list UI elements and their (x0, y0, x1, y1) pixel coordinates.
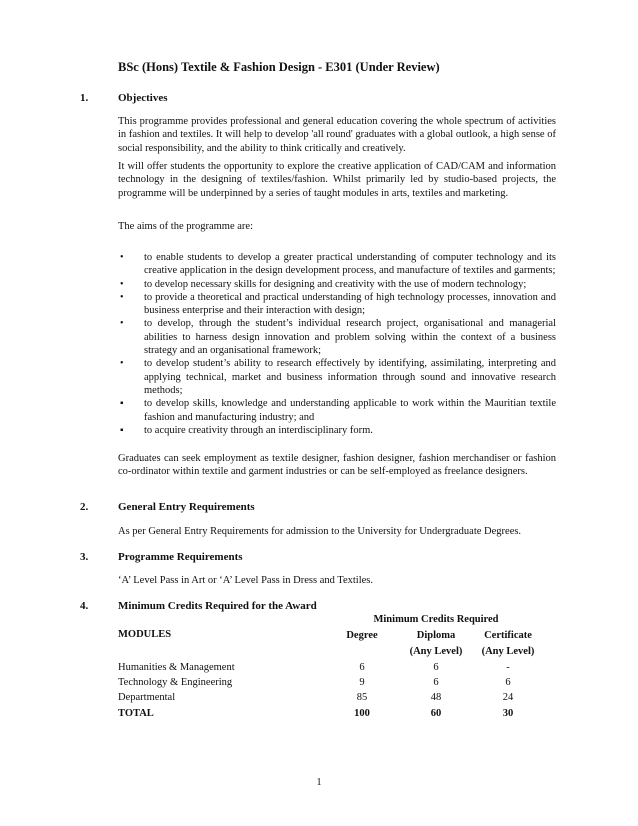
entry-requirements-text: As per General Entry Requirements for admission to the University for Undergraduate Degrees. (118, 526, 522, 537)
aim-item: • to develop, through the student’s individual research project, organisational and managerial abilities to harness design innovation and problem solving within the context of a business strategy and an organisational framework; (120, 318, 556, 357)
credits-table (118, 608, 558, 723)
row-diploma: 48 (430, 692, 442, 703)
certificate-header: Certificate (484, 630, 532, 641)
degree-header: Degree (346, 630, 378, 641)
aim-item: ▪ to develop skills, knowledge and understanding applicable to work within the Mauritian textile fashion and manufacturing industry; and (120, 398, 556, 423)
row-certificate: - (506, 662, 510, 673)
aims-list (118, 251, 556, 437)
total-diploma: 60 (430, 708, 442, 719)
row-degree: 9 (359, 677, 365, 688)
section-2-number: 2. (80, 501, 89, 513)
aim-item: • to enable students to develop a greater practical understanding of computer technology and its creative application in the design development process, and manufacture of textiles and garments; (120, 252, 556, 277)
aim-item: • to develop student’s ability to research effectively by identifying, assimilating, interpreting and applying technical, market and business information through sound and innovative research methods; (120, 358, 556, 396)
aims-intro: The aims of the programme are: (118, 221, 253, 232)
bullet-icon: • (120, 358, 124, 370)
page-number: 1 (316, 777, 322, 788)
document-title: BSc (Hons) Textile & Fashion Design - E301 (Under Review) (118, 60, 440, 74)
bullet-icon: • (120, 278, 124, 290)
row-certificate: 24 (502, 692, 514, 703)
total-label: TOTAL (118, 708, 154, 719)
objectives-closing: Graduates can seek employment as textile designer, fashion designer, fashion merchandiser or fashion co-ordinator within textile and garment industries or can be self-employed as freelance designers. (118, 453, 556, 478)
objectives-paragraph-2: It will offer students the opportunity to explore the creative application of CAD/CAM and information technology in the designing of textiles/fashion. Whilst primarily led by studio-based projects, the programme will be underpinned by a series of taught modules in arts, textiles and marketing. (118, 161, 556, 199)
bullet-icon: • (120, 291, 124, 303)
section-2-title: General Entry Requirements (118, 501, 255, 513)
section-4-title: Minimum Credits Required for the Award (118, 600, 317, 612)
aim-item: • to develop necessary skills for designing and creativity with the use of modern technology; (120, 278, 527, 290)
row-diploma: 6 (433, 677, 439, 688)
square-bullet-icon: ▪ (120, 398, 124, 410)
aim-item: ▪ to acquire creativity through an interdisciplinary form. (120, 424, 373, 436)
row-certificate: 6 (505, 677, 511, 688)
group-header: Minimum Credits Required (373, 614, 499, 625)
row-degree: 6 (359, 662, 365, 673)
row-module: Departmental (118, 692, 176, 703)
total-degree: 100 (354, 708, 370, 719)
section-1-title: Objectives (118, 92, 168, 104)
diploma-subheader: (Any Level) (409, 646, 463, 657)
total-certificate: 30 (502, 708, 514, 719)
row-module: Technology & Engineering (118, 677, 233, 688)
section-3-title: Programme Requirements (118, 551, 243, 563)
certificate-subheader: (Any Level) (481, 646, 535, 657)
modules-header: MODULES (118, 629, 172, 640)
section-1-number: 1. (80, 92, 89, 104)
square-bullet-icon: ▪ (120, 424, 124, 436)
aim-item: • to provide a theoretical and practical understanding of high technology processes, innovation and business enterprise and their interaction with design; (120, 291, 556, 317)
programme-requirements-text: ‘A’ Level Pass in Art or ‘A’ Level Pass in Dress and Textiles. (118, 575, 374, 586)
diploma-header: Diploma (416, 630, 456, 641)
row-diploma: 6 (433, 662, 439, 673)
bullet-icon: • (120, 252, 124, 263)
row-module: Humanities & Management (118, 662, 235, 673)
section-3-number: 3. (80, 551, 89, 563)
section-4-number: 4. (80, 600, 89, 612)
objectives-paragraph-1: This programme provides professional and general education covering the whole spectrum of activities in fashion and textiles. It will help to develop 'all round' graduates with a global outlook, a high sense of social responsibility, and the ability to think critically and creatively. (118, 116, 556, 154)
bullet-icon: • (120, 318, 124, 330)
row-degree: 85 (356, 692, 368, 703)
